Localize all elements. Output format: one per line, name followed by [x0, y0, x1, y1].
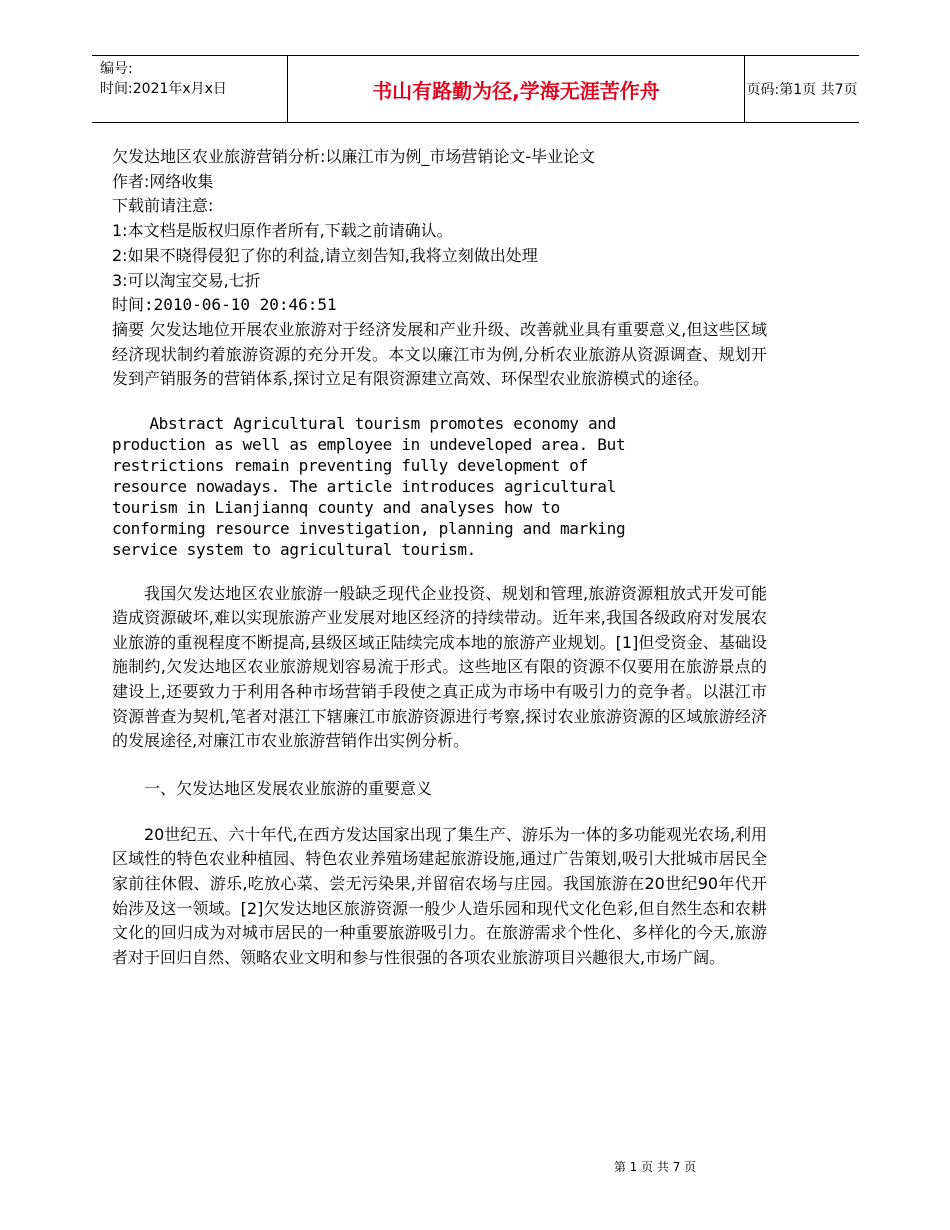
header-time-label: 时间:2021年x月x日	[100, 81, 227, 97]
section-heading: 一、欠发达地区发展农业旅游的重要意义	[144, 778, 433, 798]
header-motto: 书山有路勤为径,学海无涯苦作舟	[372, 78, 660, 103]
abstract-english: Abstract Agricultural tourism promotes economy and production as well as employee in undeveloped area. But restrictions remain preventing fully development of resource nowadays. The article introduces agricultural tourism in Lianjiannq county and analyses how to conforming resource investigation, planning and marking service system to agricultural tourism.	[112, 413, 626, 559]
body-paragraph: 20世纪五、六十年代,在西方发达国家出现了集生产、游乐为一体的多功能观光农场,利用区域性的特色农业种植园、特色农业养殖场建起旅游设施,通过广告策划,吸引大批城市居民全家前往休假、游乐,吃放心菜、尝无污染果,并留宿农场与庄园。我国旅游在20世纪90年代开始涉及这一领域。[2]欠发达地区旅游资源一般少人造乐园和现代文化色彩,但自然生态和农耕文化的回归成为对城市居民的一种重要旅游吸引力。在旅游需求个性化、多样化的今天,旅游者对于回归自然、领略农业文明和参与性很强的各项农业旅游项目兴趣很大,市场广阔。	[112, 824, 767, 967]
abstract-chinese: 摘要 欠发达地位开展农业旅游对于经济发展和产业升级、改善就业具有重要意义,但这些区域经济现状制约着旅游资源的充分开发。本文以廉江市为例,分析农业旅游从资源调查、规划开发到产销服务的营销体系,探讨立足有限资源建立高效、环保型农业旅游模式的途径。	[112, 319, 767, 389]
document-header	[92, 55, 859, 123]
body-paragraph: 我国欠发达地区农业旅游一般缺乏现代企业投资、规划和管理,旅游资源粗放式开发可能造成资源破坏,难以实现旅游产业发展对地区经济的持续带动。近年来,我国各级政府对发展农业旅游的重视程度不断提高,县级区域正陆续完成本地的旅游产业规划。[1]但受资金、基础设施制约,欠发达地区农业旅游规划容易流于形式。这些地区有限的资源不仅要用在旅游景点的建设上,还要致力于利用各种市场营销手段使之真正成为市场中有吸引力的竞争者。以湛江市资源普查为契机,笔者对湛江下辖廉江市旅游资源进行考察,探讨农业旅游资源的区域旅游经济的发展途径,对廉江市农业旅游营销作出实例分析。	[112, 583, 767, 751]
header-number-label: 编号:	[100, 61, 133, 77]
notice-item: 2:如果不晓得侵犯了你的利益,请立刻告知,我将立刻做出处理	[112, 245, 538, 265]
notice-item: 1:本文档是版权归原作者所有,下载之前请确认。	[112, 221, 453, 241]
page-footer	[0, 1158, 950, 1175]
document-body	[112, 145, 767, 970]
document-title: 欠发达地区农业旅游营销分析:以廉江市为例_市场营销论文-毕业论文	[112, 147, 596, 166]
document-meta	[112, 145, 767, 318]
notice-item: 3:可以淘宝交易,七折	[112, 270, 261, 290]
notice-heading: 下载前请注意:	[112, 196, 214, 216]
footer-page-number: 第 1 页 共 7 页	[613, 1160, 697, 1174]
document-author: 作者:网络收集	[112, 171, 214, 191]
document-timestamp: 时间:2010-06-10 20:46:51	[112, 295, 337, 315]
header-page-info: 页码:第1页 共7页	[746, 82, 858, 98]
header-meta-cell	[100, 59, 285, 99]
